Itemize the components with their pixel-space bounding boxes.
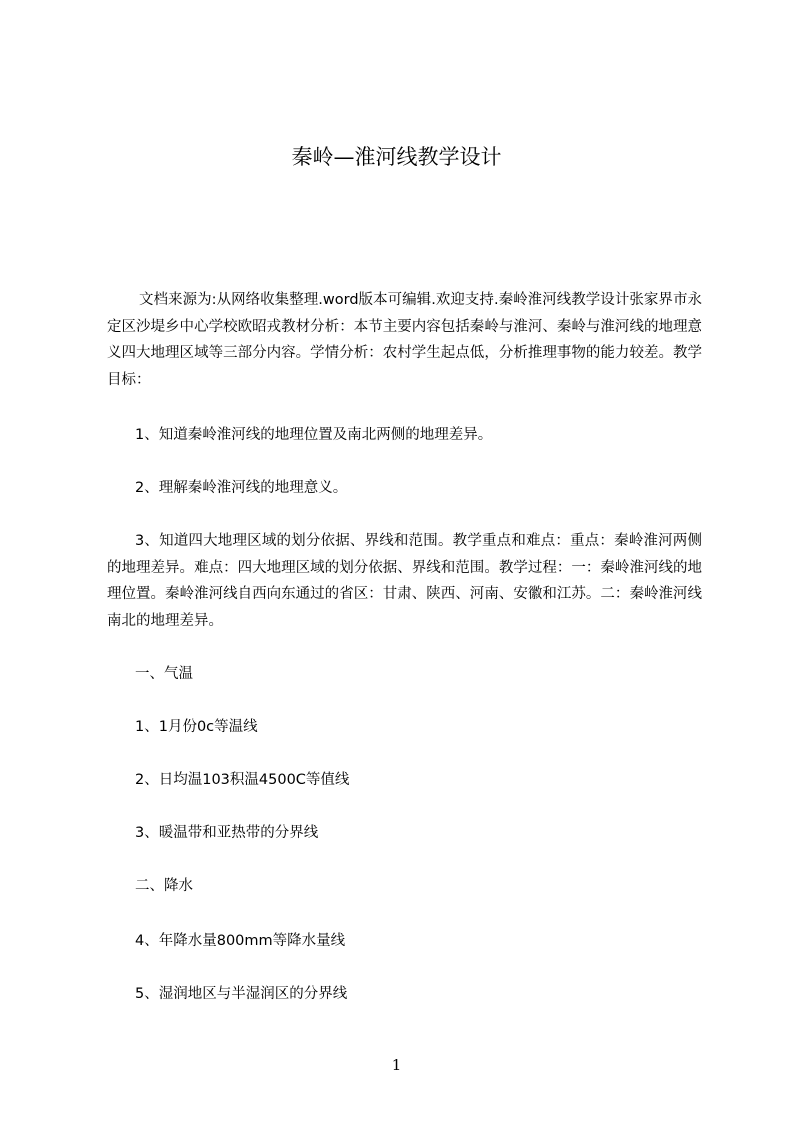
item-5-paragraph: 5、湿润地区与半湿润区的分界线 — [135, 986, 348, 1002]
section-temperature-heading: 一、气温 — [135, 666, 193, 682]
item-4-paragraph: 4、年降水量800mm等降水量线 — [135, 933, 346, 949]
document-title: 秦岭—淮河线教学设计 — [291, 145, 502, 169]
item-2-paragraph: 2、日均温103积温4500C等值线 — [135, 772, 350, 788]
section-precipitation-heading: 二、降水 — [135, 878, 193, 894]
item-1-paragraph: 1、1月份0c等温线 — [135, 719, 258, 735]
intro-paragraph: 文档来源为:从网络收集整理.word版本可编辑.欢迎支持.秦岭淮河线教学设计张家界市永定区沙堤乡中心学校欧昭戎教材分析：本节主要内容包括秦岭与淮河、秦岭与淮河线的地理意义四大地理区域等三部分内容。学情分析：农村学生起点低，分析推理事物的能力较差。教学目标： — [107, 292, 702, 388]
goal-3-paragraph: 3、知道四大地理区域的划分依据、界线和范围。教学重点和难点：重点：秦岭淮河两侧的地理差异。难点：四大地理区域的划分依据、界线和范围。教学过程：一：秦岭淮河线的地理位置。秦岭淮河线自西向东通过的省区：甘肃、陕西、河南、安徽和江苏。二：秦岭淮河线南北的地理差异。 — [107, 533, 702, 629]
goal-1-paragraph: 1、知道秦岭淮河线的地理位置及南北两侧的地理差异。 — [135, 427, 493, 443]
page-number: 1 — [391, 1056, 402, 1074]
item-3-paragraph: 3、暖温带和亚热带的分界线 — [135, 825, 319, 841]
goal-2-paragraph: 2、理解秦岭淮河线的地理意义。 — [135, 480, 348, 496]
